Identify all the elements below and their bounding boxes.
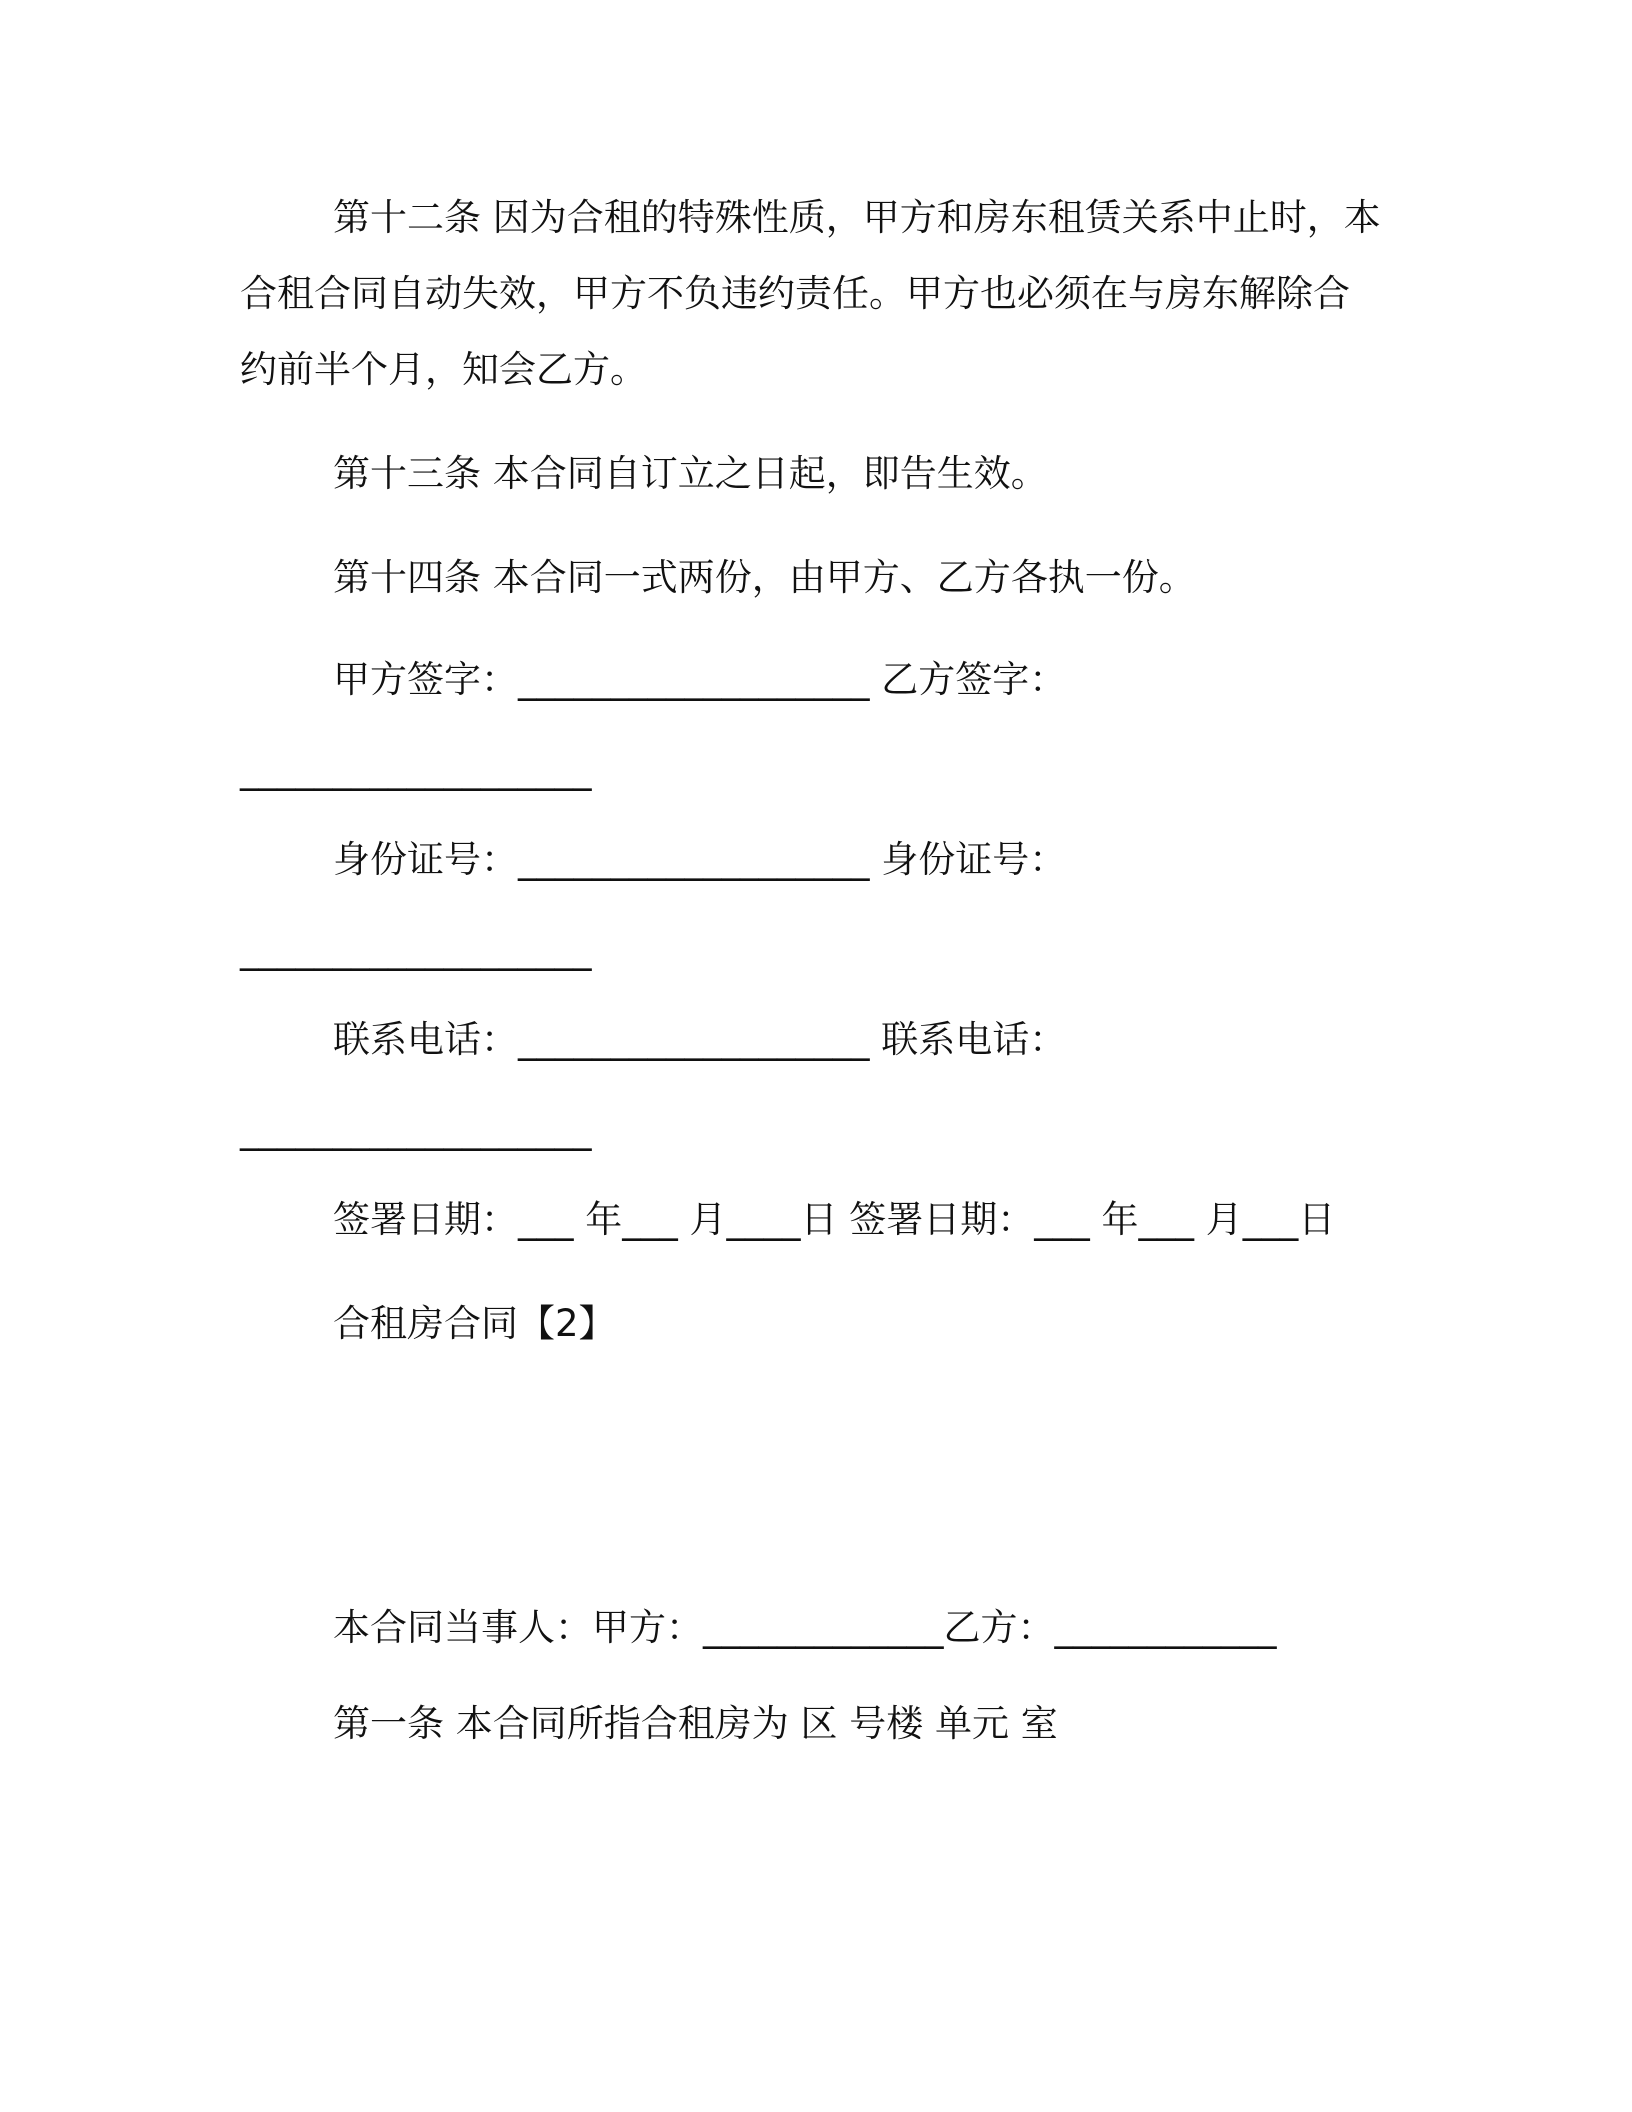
signing-date-line: 签署日期：___ 年___ 月____日 签署日期：___ 年___ 月___日 [333,1198,1336,1241]
id-number-blank: ___________________ [240,928,592,971]
id-number-line: 身份证号：___________________ 身份证号： [333,838,1067,881]
article-12-line-3: 约前半个月，知会乙方。 [240,348,647,391]
contract-2-title: 合租房合同【2】 [333,1302,616,1345]
signature-line: 甲方签字：___________________ 乙方签字： [333,658,1067,701]
article-1: 第一条 本合同所指合租房为 区 号楼 单元 室 [333,1702,1058,1745]
article-14: 第十四条 本合同一式两份，由甲方、乙方各执一份。 [333,556,1196,599]
article-12-line-2: 合租合同自动失效，甲方不负违约责任。甲方也必须在与房东解除合 [240,272,1350,315]
phone-line: 联系电话：___________________ 联系电话： [333,1018,1067,1061]
phone-blank: ___________________ [240,1108,592,1151]
article-13: 第十三条 本合同自订立之日起，即告生效。 [333,452,1048,495]
signature-blank: ___________________ [240,748,592,791]
parties-line: 本合同当事人：甲方：_____________乙方：____________ [333,1606,1277,1649]
article-12-line-1: 第十二条 因为合租的特殊性质，甲方和房东租赁关系中止时，本 [333,196,1381,239]
